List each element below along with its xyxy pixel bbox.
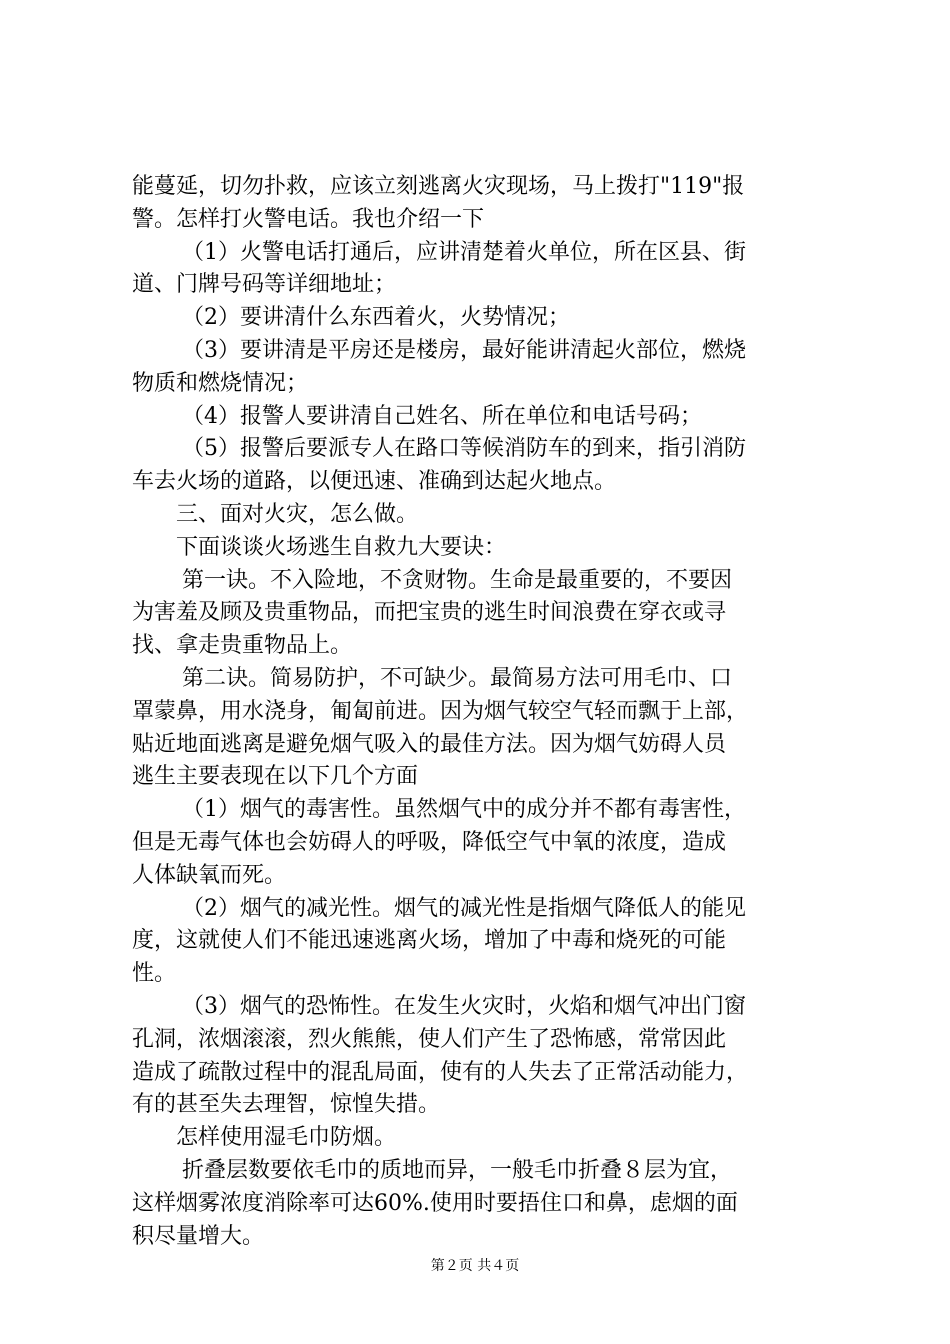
text-line: 积尽量增大。 xyxy=(132,1223,265,1249)
text-line: 第一诀。不入险地，不贪财物。生命是最重要的，不要因 xyxy=(182,567,733,593)
body-text xyxy=(132,171,832,1253)
text-line: 孔洞，浓烟滚滚，烈火熊熊，使人们产生了恐怖感，常常因此 xyxy=(132,1026,727,1052)
text-line: 性。 xyxy=(132,961,177,987)
text-line: 物质和燃烧情况； xyxy=(132,370,309,396)
text-line: 人体缺氧而死。 xyxy=(132,862,287,888)
text-line: 度，这就使人们不能迅速逃离火场，增加了中毒和烧死的可能 xyxy=(132,928,727,954)
text-line: 逃生主要表现在以下几个方面 xyxy=(132,764,419,790)
text-line: 第二诀。简易防护，不可缺少。最简易方法可用毛巾、口 xyxy=(182,665,733,691)
text-line: 有的甚至失去理智，惊惶失措。 xyxy=(132,1092,441,1118)
text-line: 下面谈谈火场逃生自救九大要诀： xyxy=(176,534,507,560)
text-line: （1）火警电话打通后，应讲清楚着火单位，所在区县、街 xyxy=(182,239,746,265)
text-line: 这样烟雾浓度消除率可达60%.使用时要捂住口和鼻，虑烟的面 xyxy=(132,1190,738,1216)
text-line: 折叠层数要依毛巾的质地而异，一般毛巾折叠８层为宜， xyxy=(182,1157,733,1183)
text-line: 警。怎样打火警电话。我也介绍一下 xyxy=(132,206,485,232)
text-line: 三、面对火灾，怎么做。 xyxy=(176,501,419,527)
text-line: 为害羞及顾及贵重物品，而把宝贵的逃生时间浪费在穿衣或寻 xyxy=(132,600,727,626)
text-line: （2）烟气的减光性。烟气的减光性是指烟气降低人的能见 xyxy=(182,895,746,921)
text-line: 贴近地面逃离是避免烟气吸入的最佳方法。因为烟气妨碍人员 xyxy=(132,731,727,757)
text-line: 车去火场的道路，以便迅速、准确到达起火地点。 xyxy=(132,469,617,495)
text-line: （3）烟气的恐怖性。在发生火灾时，火焰和烟气冲出门窗 xyxy=(182,993,746,1019)
text-line: 道、门牌号码等详细地址； xyxy=(132,272,397,298)
text-line: （3）要讲清是平房还是楼房，最好能讲清起火部位，燃烧 xyxy=(182,337,746,363)
text-line: 能蔓延，切勿扑救，应该立刻逃离火灾现场，马上拨打"119"报 xyxy=(132,174,745,199)
text-line: （5）报警后要派专人在路口等候消防车的到来，指引消防 xyxy=(182,436,746,462)
text-line: 罩蒙鼻，用水浇身，匍匐前进。因为烟气较空气轻而飘于上部， xyxy=(132,698,749,724)
text-line: （4）报警人要讲清自己姓名、所在单位和电话号码； xyxy=(182,403,702,429)
page-number: 第２页 共４页 xyxy=(430,1258,520,1274)
text-line: 造成了疏散过程中的混乱局面，使有的人失去了正常活动能力， xyxy=(132,1059,749,1085)
text-line: （2）要讲清什么东西着火，火势情况； xyxy=(182,305,570,331)
text-line: 找、拿走贵重物品上。 xyxy=(132,633,353,659)
text-line: 怎样使用湿毛巾防烟。 xyxy=(176,1125,397,1151)
text-line: 但是无毒气体也会妨碍人的呼吸，降低空气中氧的浓度，造成 xyxy=(132,829,727,855)
text-line: （1）烟气的毒害性。虽然烟气中的成分并不都有毒害性， xyxy=(182,797,746,823)
